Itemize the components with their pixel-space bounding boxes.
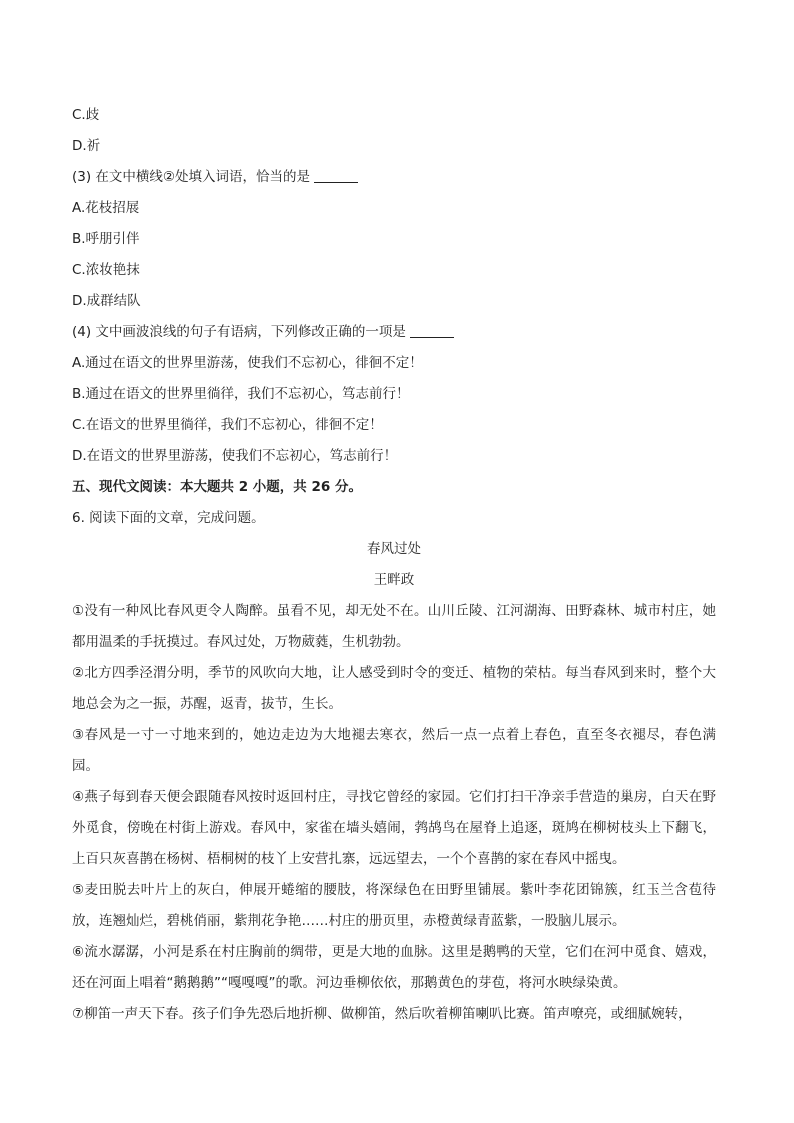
article-paragraph: ①没有一种风比春风更令人陶醉。虽看不见，却无处不在。山川丘陵、江河湖海、田野森林、城市村庄，她都用温柔的手抚摸过。春风过处，万物葳蕤，生机勃勃。 [72, 603, 716, 650]
q3-option-b: B.呼朋引伴 [72, 231, 140, 247]
question-3 [72, 162, 716, 193]
question-6: 6. 阅读下面的文章，完成问题。 [72, 510, 265, 526]
article-paragraph: ②北方四季泾渭分明，季节的风吹向大地，让人感受到时令的变迁、植物的荣枯。每当春风到来时，整个大地总会为之一振，苏醒，返青，拔节，生长。 [72, 665, 716, 712]
article-author: 王畔政 [373, 572, 415, 588]
article-paragraph: ③春风是一寸一寸地来到的，她边走边为大地褪去寒衣，然后一点一点着上春色，直至冬衣褪尽，春色满园。 [72, 727, 716, 774]
answer-blank [314, 168, 358, 183]
q4-option-b: B.通过在语文的世界里徜徉，我们不忘初心，笃志前行！ [72, 386, 410, 402]
option-d: D.祈 [72, 138, 101, 154]
article-paragraph: ⑤麦田脱去叶片上的灰白，伸展开蜷缩的腰肢，将深绿色在田野里铺展。紫叶李花团锦簇，红玉兰含苞待放，连翘灿烂，碧桃俏丽，紫荆花争艳……村庄的册页里，赤橙黄绿青蓝紫，一股脑儿展示。 [72, 882, 716, 929]
question-4-text: (4) 文中画波浪线的句子有语病，下列修改正确的一项是 [72, 324, 406, 340]
q4-option-d: D.在语文的世界里游荡，使我们不忘初心，笃志前行！ [72, 448, 398, 464]
q4-option-c: C.在语文的世界里徜徉，我们不忘初心，徘徊不定！ [72, 417, 383, 433]
article-paragraph: ④燕子每到春天便会跟随春风按时返回村庄，寻找它曾经的家园。它们打扫干净亲手营造的巢房，白天在野外觅食，傍晚在村街上游戏。春风中，家雀在墙头嬉闹，鹁鸪鸟在屋脊上追逐，斑鸠在柳树枝头上下翻飞，上百只灰喜鹊在杨树、梧桐树的枝丫上安营扎寨，远远望去，一个个喜鹊的家在春风中摇曳。 [72, 789, 716, 867]
article-paragraph: ⑦柳笛一声天下春。孩子们争先恐后地折柳、做柳笛，然后吹着柳笛喇叭比赛。笛声嘹亮，或细腻婉转， [72, 1006, 692, 1022]
section-heading: 五、现代文阅读：本大题共 2 小题，共 26 分。 [72, 479, 362, 495]
question-3-text: (3) 在文中横线②处填入词语，恰当的是 [72, 169, 311, 185]
q3-option-a: A.花枝招展 [72, 200, 140, 216]
q3-option-c: C.浓妆艳抹 [72, 262, 140, 278]
q3-option-d: D.成群结队 [72, 293, 141, 309]
option-c: C.歧 [72, 107, 100, 123]
article-title: 春风过处 [367, 541, 421, 557]
answer-blank [410, 323, 454, 338]
q4-option-a: A.通过在语文的世界里游荡，使我们不忘初心，徘徊不定！ [72, 355, 423, 371]
article-paragraph: ⑥流水潺潺，小河是系在村庄胸前的绸带，更是大地的血脉。这里是鹅鸭的天堂，它们在河中觅食、嬉戏，还在河面上唱着“鹅鹅鹅”“嘎嘎嘎”的歌。河边垂柳依依，那鹅黄色的芽苞，将河水映绿染黄。 [72, 944, 716, 991]
question-4 [72, 317, 716, 348]
